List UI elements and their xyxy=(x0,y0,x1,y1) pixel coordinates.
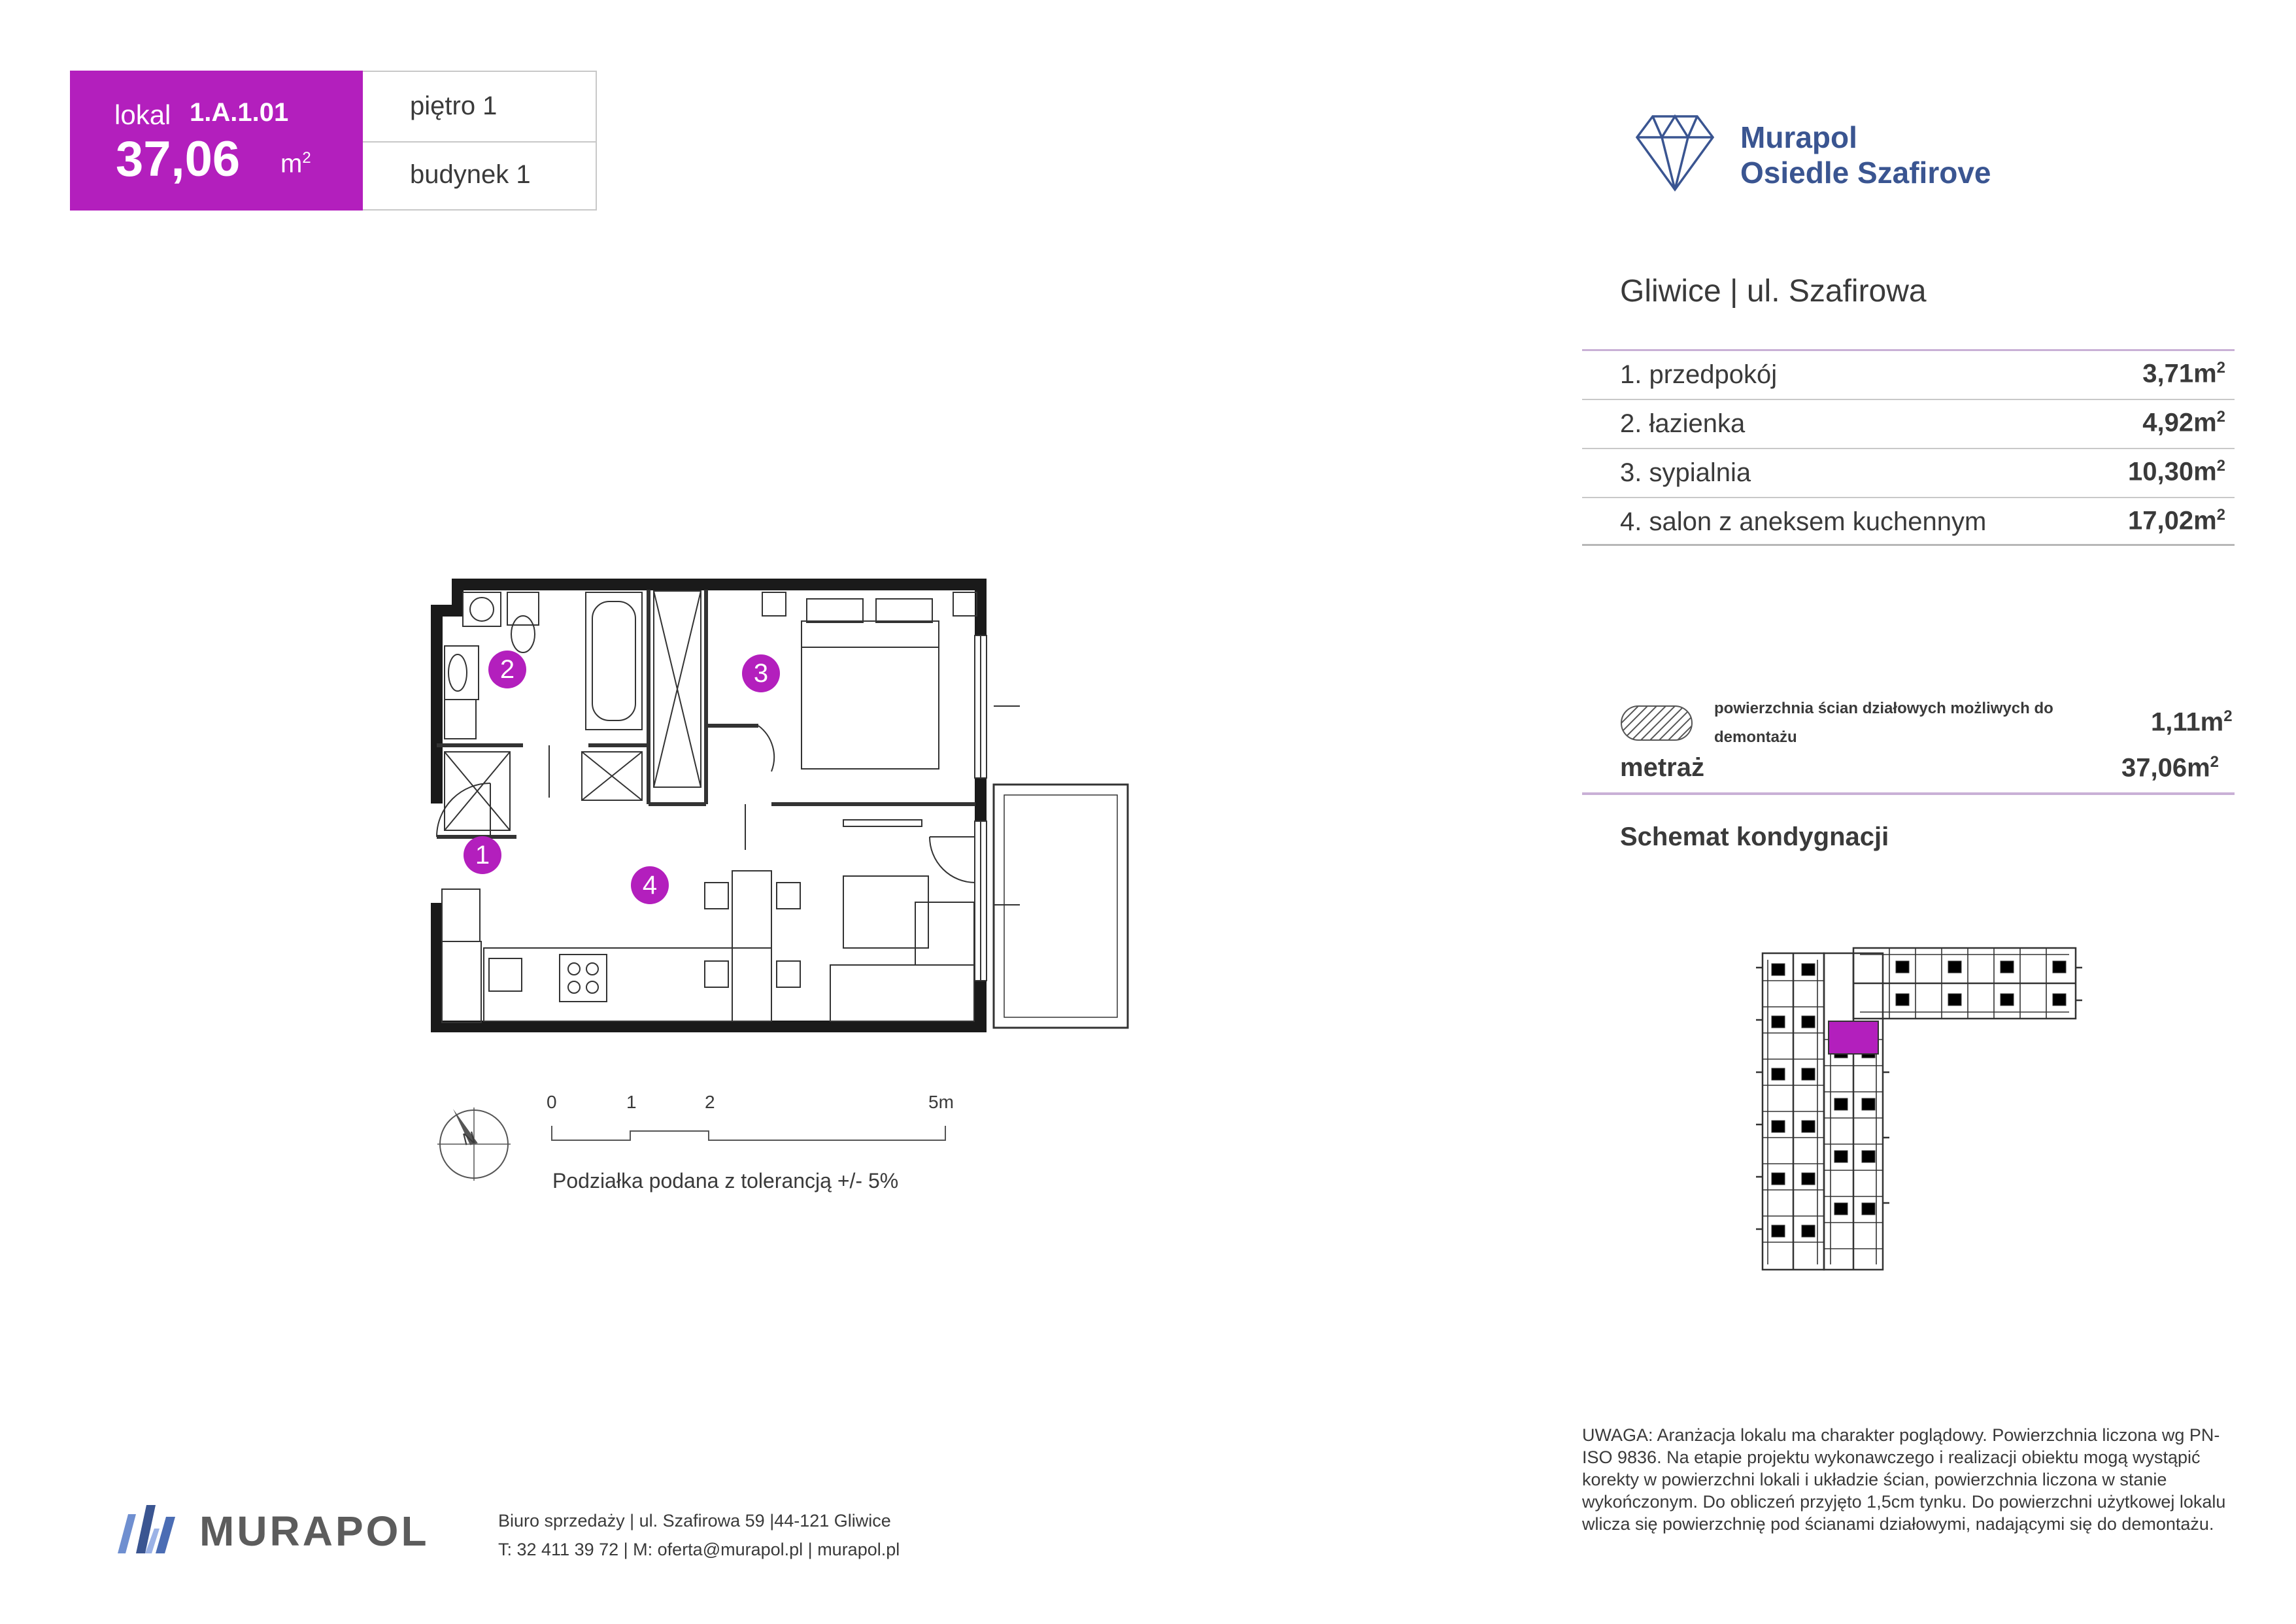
apartment-area: 37,06 xyxy=(116,131,241,187)
room-area: $17,02m^2$ xyxy=(2127,506,2225,535)
apartment-floor-plan xyxy=(392,562,1138,1059)
compass-label: N xyxy=(460,1127,478,1149)
scale-tick: 2 xyxy=(705,1092,715,1112)
balcony xyxy=(994,785,1128,1028)
room-name: 4. salon z aneksem kuchennym xyxy=(1620,507,1987,536)
room-row xyxy=(1582,497,2235,546)
divider xyxy=(1582,792,2235,795)
walls-area: $1,11m^2$ xyxy=(2151,707,2233,737)
scale-tick: 1 xyxy=(626,1092,637,1112)
room-badge-label: 4 xyxy=(642,871,658,900)
metraz-label: metraż xyxy=(1620,753,1704,782)
room-area: $3,71m^2$ xyxy=(2142,359,2225,388)
metraz-value: $37,06m^2$ xyxy=(2121,753,2220,783)
floor-key-plan xyxy=(1752,941,2092,1281)
room-row xyxy=(1582,399,2235,448)
room-area: $10,30m^2$ xyxy=(2127,457,2225,486)
divider xyxy=(363,141,596,143)
lokal-label: lokal xyxy=(114,99,171,130)
room-name: 2. łazienka xyxy=(1620,409,1746,438)
area-unit: $m^2$ xyxy=(280,149,311,178)
room-area: $4,92m^2$ xyxy=(2142,408,2225,437)
hatch-pattern-icon xyxy=(1620,705,1693,741)
scale-bar xyxy=(549,1119,968,1145)
location: Gliwice | ul. Szafirowa xyxy=(1620,274,1927,309)
footer-contact xyxy=(498,1506,900,1564)
scale-note: Podziałka podana z tolerancją +/- 5% xyxy=(552,1169,899,1193)
room-badge-label: 3 xyxy=(753,659,769,688)
room-name: 3. sypialnia xyxy=(1620,458,1751,487)
diamond-logo-icon xyxy=(1634,112,1715,194)
building-label: budynek 1 xyxy=(410,160,531,189)
room-badge-label: 2 xyxy=(499,655,515,684)
company-name: MURAPOL xyxy=(199,1508,430,1555)
floor-label: piętro 1 xyxy=(410,92,498,120)
disclaimer-note: UWAGA: Aranżacja lokalu ma charakter poglądowy. Powierzchnia liczona wg PN-ISO 9836. Na etapie projektu wykonawczego i realizacji obiektu mogą wystąpić korekty w powierzchni lokali i układzie ścian, powierzchnia liczona w stanie wykończonym. Do obliczeń przyjęto 1,5cm tynku. Do powierzchni użytkowej lokalu wlicza się powierzchnię pod ścianami działowymi, nadającymi się do demontażu. xyxy=(1582,1425,2226,1534)
apartment-header xyxy=(70,71,363,211)
rooms-table xyxy=(1582,349,2235,546)
room-row xyxy=(1582,448,2235,497)
room-name: 1. przedpokój xyxy=(1620,360,1778,389)
contact-phone-email: T: 32 411 39 72 | M: oferta@murapol.pl | murapol.pl xyxy=(498,1540,900,1559)
brand-line2: Osiedle Szafirove xyxy=(1740,156,1991,190)
brand-line1: Murapol xyxy=(1740,120,1857,154)
floor-building-box xyxy=(363,71,597,211)
scale-tick: 0 xyxy=(547,1092,557,1112)
murapol-logo-icon xyxy=(116,1502,182,1555)
room-row xyxy=(1582,349,2235,399)
lokal-number: 1.A.1.01 xyxy=(190,98,289,127)
divider xyxy=(1582,544,2235,546)
schemat-label: Schemat kondygnacji xyxy=(1620,822,1889,851)
walls-description: powierzchnia ścian działowych możliwych do demontażu xyxy=(1714,700,2053,746)
brand-name xyxy=(1740,120,1991,190)
highlighted-apartment xyxy=(1829,1021,1878,1054)
scale-tick: 5m xyxy=(928,1092,954,1112)
contact-address: Biuro sprzedaży | ul. Szafirowa 59 |44-121 Gliwice xyxy=(498,1511,891,1531)
room-badge-label: 1 xyxy=(475,841,490,870)
